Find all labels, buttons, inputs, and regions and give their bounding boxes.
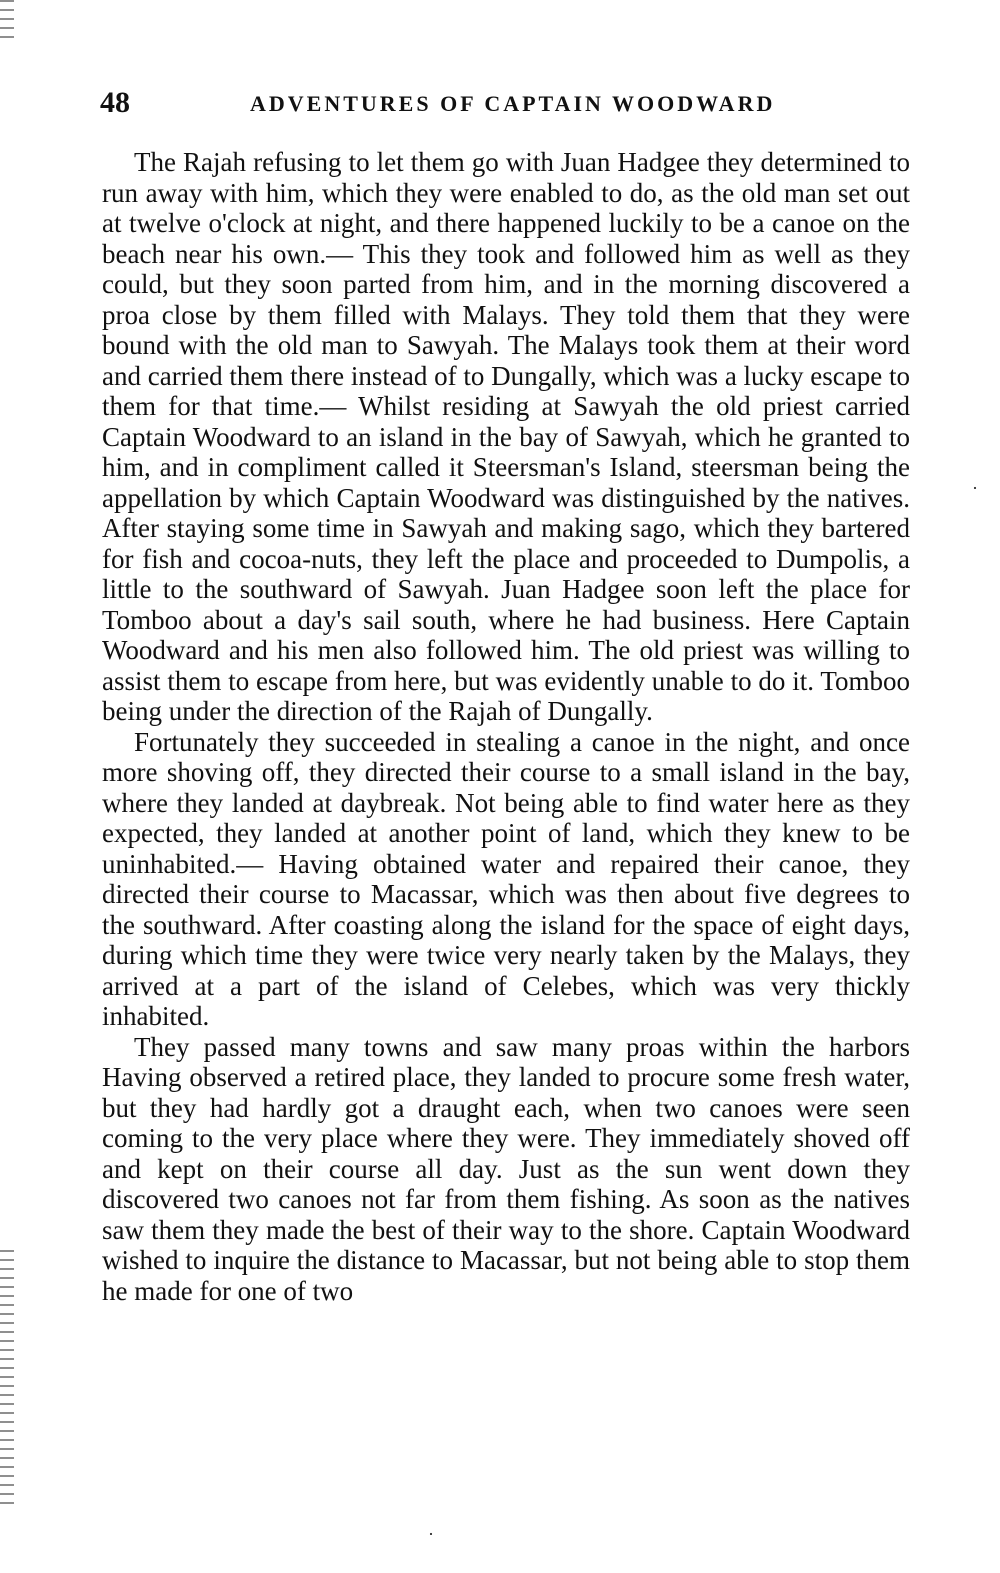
stray-ink-dot: ·: [428, 1524, 434, 1544]
paragraph-3: They passed many towns and saw many proas within the harbors Having observed a retired place, they landed to procure some fresh water, but they had hardly got a draught each, when two canoes were seen coming to the very place where they were. They immediately shoved off and kept on their course all day. Just as the sun went down they discovered two canoes not far from them fishing. As soon as the natives saw them they made the best of their way to the shore. Captain Woodward wished to inquire the distance to Macassar, but not being able to stop them he made for one of two: [102, 1031, 910, 1306]
running-head: [100, 86, 910, 120]
paragraph-2: Fortunately they succeeded in stealing a canoe in the night, and once more shoving off, they directed their course to a small island in the bay, where they landed at daybreak. Not being able to find water here as they expected, they landed at another point of land, which they knew to be uninhabited.— Having obtained water and repaired their canoe, they directed their course to Macassar, which was then about five degrees to the southward. After coasting along the island for the space of eight days, during which time they were twice very nearly taken by the Malays, they arrived at a part of the island of Celebes, which was very thickly inhabited.: [102, 726, 910, 1031]
scan-edge-noise-bottom: [0, 1250, 14, 1510]
paragraph-1: The Rajah refusing to let them go with Juan Hadgee they determined to run away with him, which they were enabled to do, as the old man set out at twelve o'clock at night, and there happened luckily to be a canoe on the beach near his own.— This they took and followed him as well as they could, but they soon parted from him, and in the morning discovered a proa close by them filled with Malays. They told them that they were bound with the old man to Sawyah. The Malays took them at their word and carried them there instead of to Dungally, which was a lucky escape to them for that time.— Whilst residing at Sawyah the old priest carried Captain Woodward to an island in the bay of Sawyah, which he granted to him, and in compliment called it Steersman's Island, steersman being the appellation by which Captain Woodward was distinguished by the natives. After staying some time in Sawyah and making sago, which they bartered for fish and cocoa-nuts, they left the place and proceeded to Dumpolis, a little to the southward of Sawyah. Juan Hadgee soon left the place for Tomboo about a day's sail south, where he had business. Here Captain Woodward and his men also followed him. The old priest was willing to assist them to escape from here, but was evidently unable to do it. Tomboo being under the direction of the Rajah of Dungally.: [102, 147, 910, 726]
page-number: 48: [100, 86, 130, 119]
running-title: ADVENTURES OF CAPTAIN WOODWARD: [250, 91, 776, 116]
scan-edge-noise-top: [0, 0, 14, 40]
body-text: [102, 147, 910, 1306]
stray-ink-mark: ·: [972, 478, 978, 498]
